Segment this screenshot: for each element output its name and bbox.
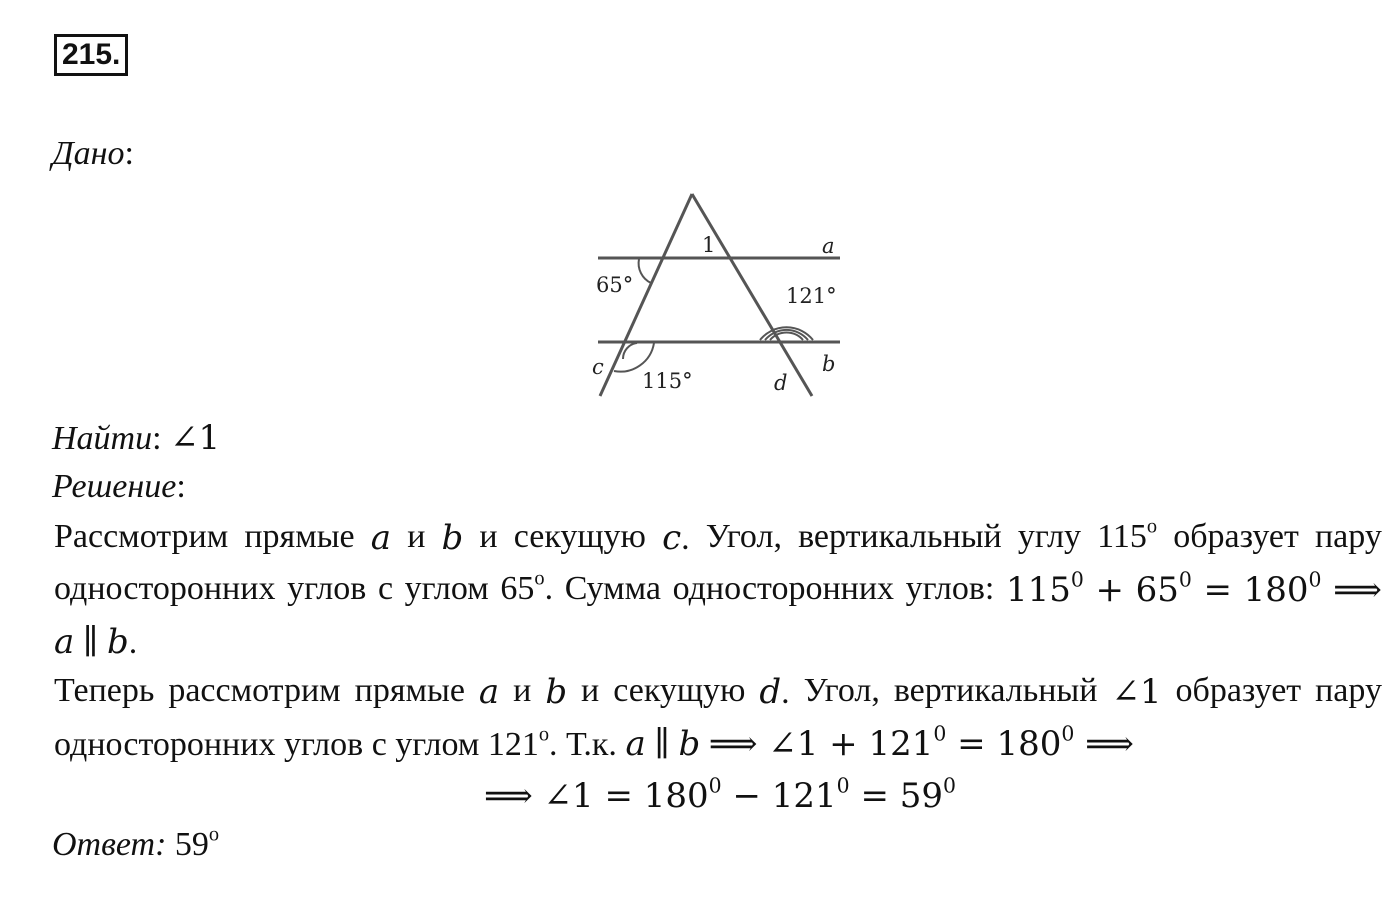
- label-65: 65°: [596, 273, 634, 297]
- label-d: d: [774, 371, 788, 395]
- given-line: Дано:: [52, 135, 134, 172]
- solution-label: Решение: [52, 468, 177, 505]
- label-a: a: [822, 234, 835, 258]
- answer-value: 59: [174, 826, 209, 863]
- given-label: Дано: [52, 135, 125, 172]
- solution-line: Решение:: [52, 468, 186, 505]
- find-label: Найти: [52, 420, 153, 457]
- solution-equation: ⟹ ∠1 = $180^0 - 121^0 = 59^0$: [484, 773, 956, 816]
- answer-degree: o: [208, 823, 220, 846]
- problem-number: 215.: [54, 34, 128, 76]
- answer-line: [52, 823, 220, 864]
- answer-label: Ответ:: [52, 826, 167, 863]
- label-121: 121°: [786, 284, 837, 308]
- solution-text-line-3: a ∥ b.: [54, 622, 138, 662]
- solution-text-line-4: Теперь рассмотрим прямые a и b и секущую d. Угол, вертикальный ∠1 образует пару: [54, 672, 1382, 712]
- label-115: 115°: [642, 369, 693, 393]
- geometry-figure: [562, 182, 882, 408]
- solution-text-line-2: односторонних углов с углом 65$^o$. Сумма односторонних углов: $115^0$ + $65^0$ = $180^0$ ⟹: [54, 567, 1382, 610]
- label-b: b: [822, 352, 836, 376]
- solution-text-line-5: односторонних углов с углом 121$^o$. Т.к. a ∥ b ⟹ ∠1 + $121^0 = 180^0$ ⟹: [54, 721, 1134, 764]
- find-value: ∠1: [170, 418, 221, 458]
- find-line: Найти: ∠1: [52, 418, 221, 458]
- solution-text-line-1: Рассмотрим прямые a и b и секущую c. Угол, вертикальный углу 115$^o$ образует пару: [54, 515, 1382, 558]
- label-angle-1: 1: [702, 233, 716, 257]
- label-c: c: [592, 355, 604, 379]
